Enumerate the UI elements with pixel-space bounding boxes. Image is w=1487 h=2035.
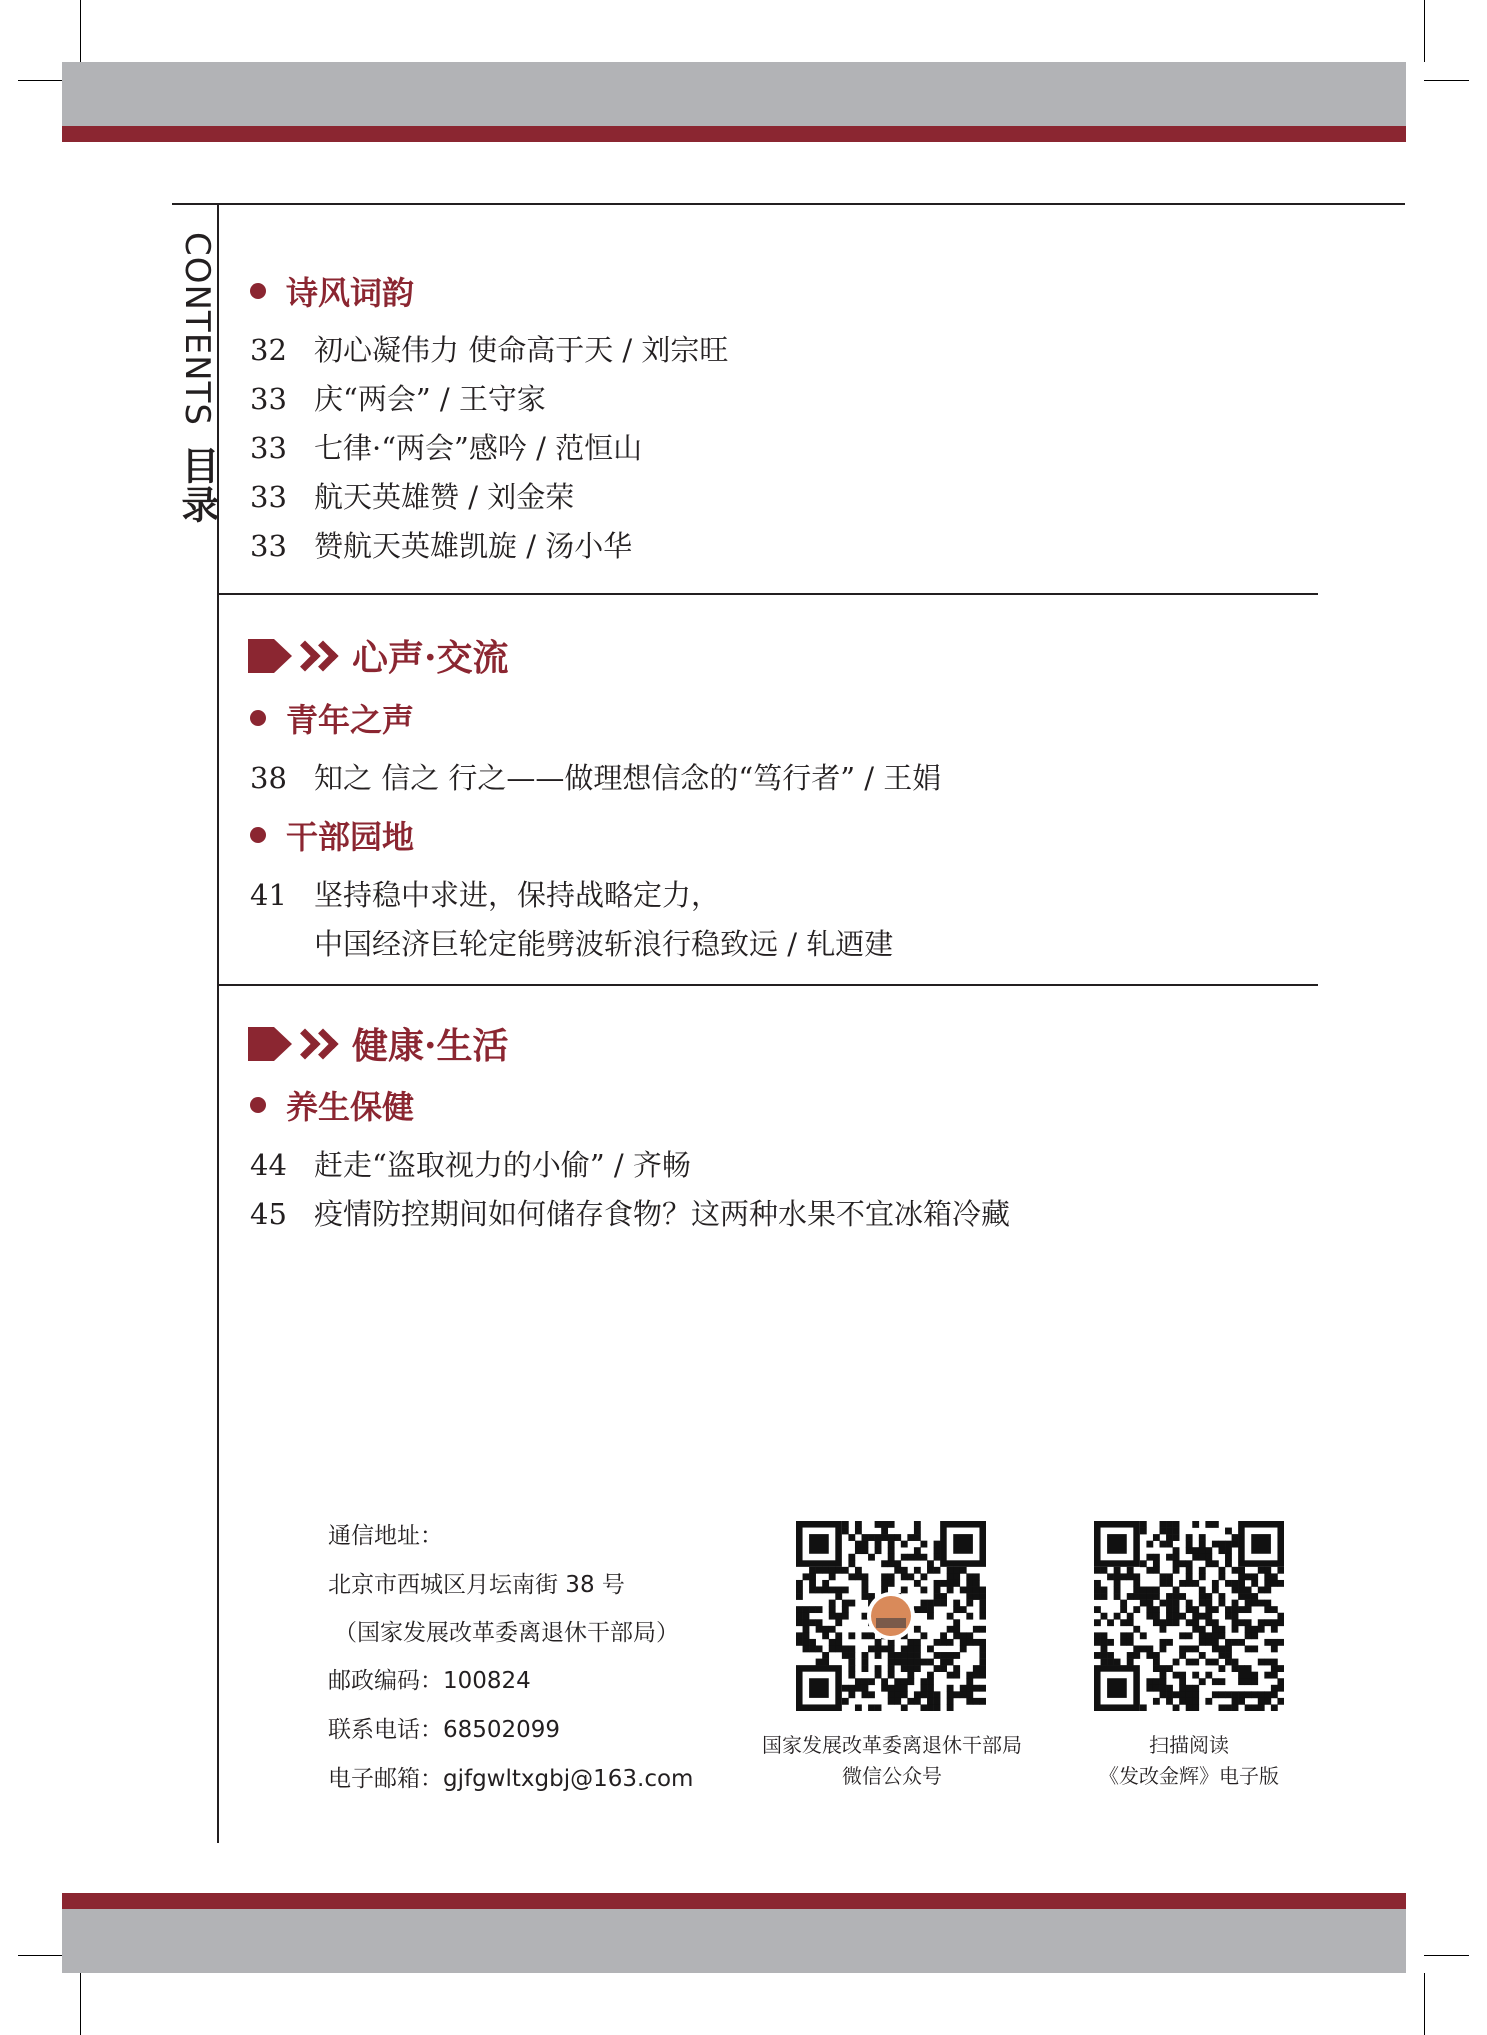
toc-item[interactable] — [250, 873, 720, 914]
subsection-title — [250, 695, 414, 741]
email[interactable]: 电子邮箱：gjfgwltxgbj@163.com — [328, 1766, 694, 1792]
page-number: 33 — [250, 382, 287, 416]
header-band-red — [62, 126, 1406, 142]
section-title — [248, 1018, 509, 1069]
contents-en: CONTENTS — [177, 232, 217, 426]
bullet-dot-icon — [250, 283, 266, 299]
article-title: 坚持稳中求进，保持战略定力， — [314, 878, 721, 912]
footer-band-red — [62, 1893, 1406, 1909]
article-title: 知之 信之 行之——做理想信念的“笃行者” / 王娟 — [314, 761, 942, 795]
crop-mark-top-left-v — [80, 0, 81, 62]
crop-mark-bottom-right-h — [1424, 1955, 1469, 1956]
contents-cn: 目录 — [175, 445, 220, 524]
qr-caption-line1: 国家发展改革委离退休干部局 — [762, 1733, 1022, 1757]
page-number: 44 — [250, 1148, 287, 1182]
header-band-gray — [62, 62, 1406, 126]
subsection-title — [250, 1082, 414, 1128]
qr-caption-line2: 微信公众号 — [842, 1764, 942, 1788]
section-label: 心声·交流 — [352, 637, 509, 679]
qr-caption — [1039, 1730, 1339, 1792]
contents-vertical-title — [170, 232, 225, 524]
crop-mark-top-left-h — [18, 80, 62, 81]
crop-mark-top-right-v — [1424, 0, 1425, 62]
toc-item[interactable] — [250, 524, 632, 565]
bullet-dot-icon — [250, 1097, 266, 1113]
article-title: 疫情防控期间如何储存食物？这两种水果不宜冰箱冷藏 — [314, 1197, 1011, 1231]
article-title-continued: 中国经济巨轮定能劈波斩浪行稳致远 / 轧迺建 — [314, 927, 894, 961]
toc-item[interactable] — [250, 377, 546, 418]
crop-mark-bottom-left-h — [18, 1955, 62, 1956]
toc-item[interactable] — [250, 426, 642, 467]
footer-band-gray — [62, 1909, 1406, 1973]
article-title: 赶走“盗取视力的小偷” / 齐畅 — [314, 1148, 691, 1182]
address-label: 通信地址： — [328, 1523, 443, 1549]
address: 北京市西城区月坛南街 38 号 — [328, 1572, 625, 1598]
crop-mark-top-right-h — [1424, 80, 1469, 81]
page-number: 33 — [250, 480, 287, 514]
section-arrow-icon — [248, 639, 334, 673]
phone: 联系电话：68502099 — [328, 1717, 561, 1743]
toc-item[interactable] — [250, 1143, 691, 1184]
top-rule — [172, 203, 1405, 205]
page-number: 45 — [250, 1197, 287, 1231]
bullet-dot-icon — [250, 827, 266, 843]
article-title: 赞航天英雄凯旋 / 汤小华 — [314, 529, 633, 563]
article-title: 庆“两会” / 王守家 — [314, 382, 546, 416]
page-number: 32 — [250, 333, 287, 367]
section-title — [248, 630, 509, 681]
toc-item[interactable] — [250, 1192, 1010, 1233]
divider-2 — [217, 984, 1318, 986]
subsection-label: 青年之声 — [286, 701, 415, 739]
subsection-title — [250, 812, 414, 858]
qr-caption-line1: 扫描阅读 — [1149, 1733, 1229, 1757]
bullet-dot-icon — [250, 710, 266, 726]
postcode: 邮政编码：100824 — [328, 1668, 531, 1694]
page-number: 33 — [250, 431, 287, 465]
crop-mark-bottom-right-v — [1424, 1973, 1425, 2035]
toc-item[interactable] — [250, 328, 728, 369]
qr-caption — [742, 1730, 1042, 1792]
qr-caption-line2: 《发改金辉》电子版 — [1099, 1764, 1279, 1788]
article-title: 航天英雄赞 / 刘金荣 — [314, 480, 575, 514]
article-title: 初心凝伟力 使命高于天 / 刘宗旺 — [314, 333, 729, 367]
qr-code-icon[interactable] — [1094, 1521, 1284, 1711]
page-number: 38 — [250, 761, 287, 795]
section-arrow-icon — [248, 1027, 334, 1061]
crop-mark-bottom-left-v — [80, 1973, 81, 2035]
page-number: 33 — [250, 529, 287, 563]
section-label: 健康·生活 — [352, 1025, 509, 1067]
subsection-title — [250, 268, 414, 314]
divider-1 — [217, 593, 1318, 595]
subsection-label: 干部园地 — [286, 818, 415, 856]
page-number: 41 — [250, 878, 287, 912]
toc-item[interactable] — [250, 475, 574, 516]
subsection-label: 诗风词韵 — [286, 274, 415, 312]
organization: （国家发展改革委离退休干部局） — [334, 1620, 679, 1646]
article-title: 七律·“两会”感吟 / 范恒山 — [314, 431, 643, 465]
subsection-label: 养生保健 — [286, 1088, 415, 1126]
qr-code-icon[interactable] — [796, 1521, 986, 1711]
toc-item[interactable] — [250, 756, 941, 797]
